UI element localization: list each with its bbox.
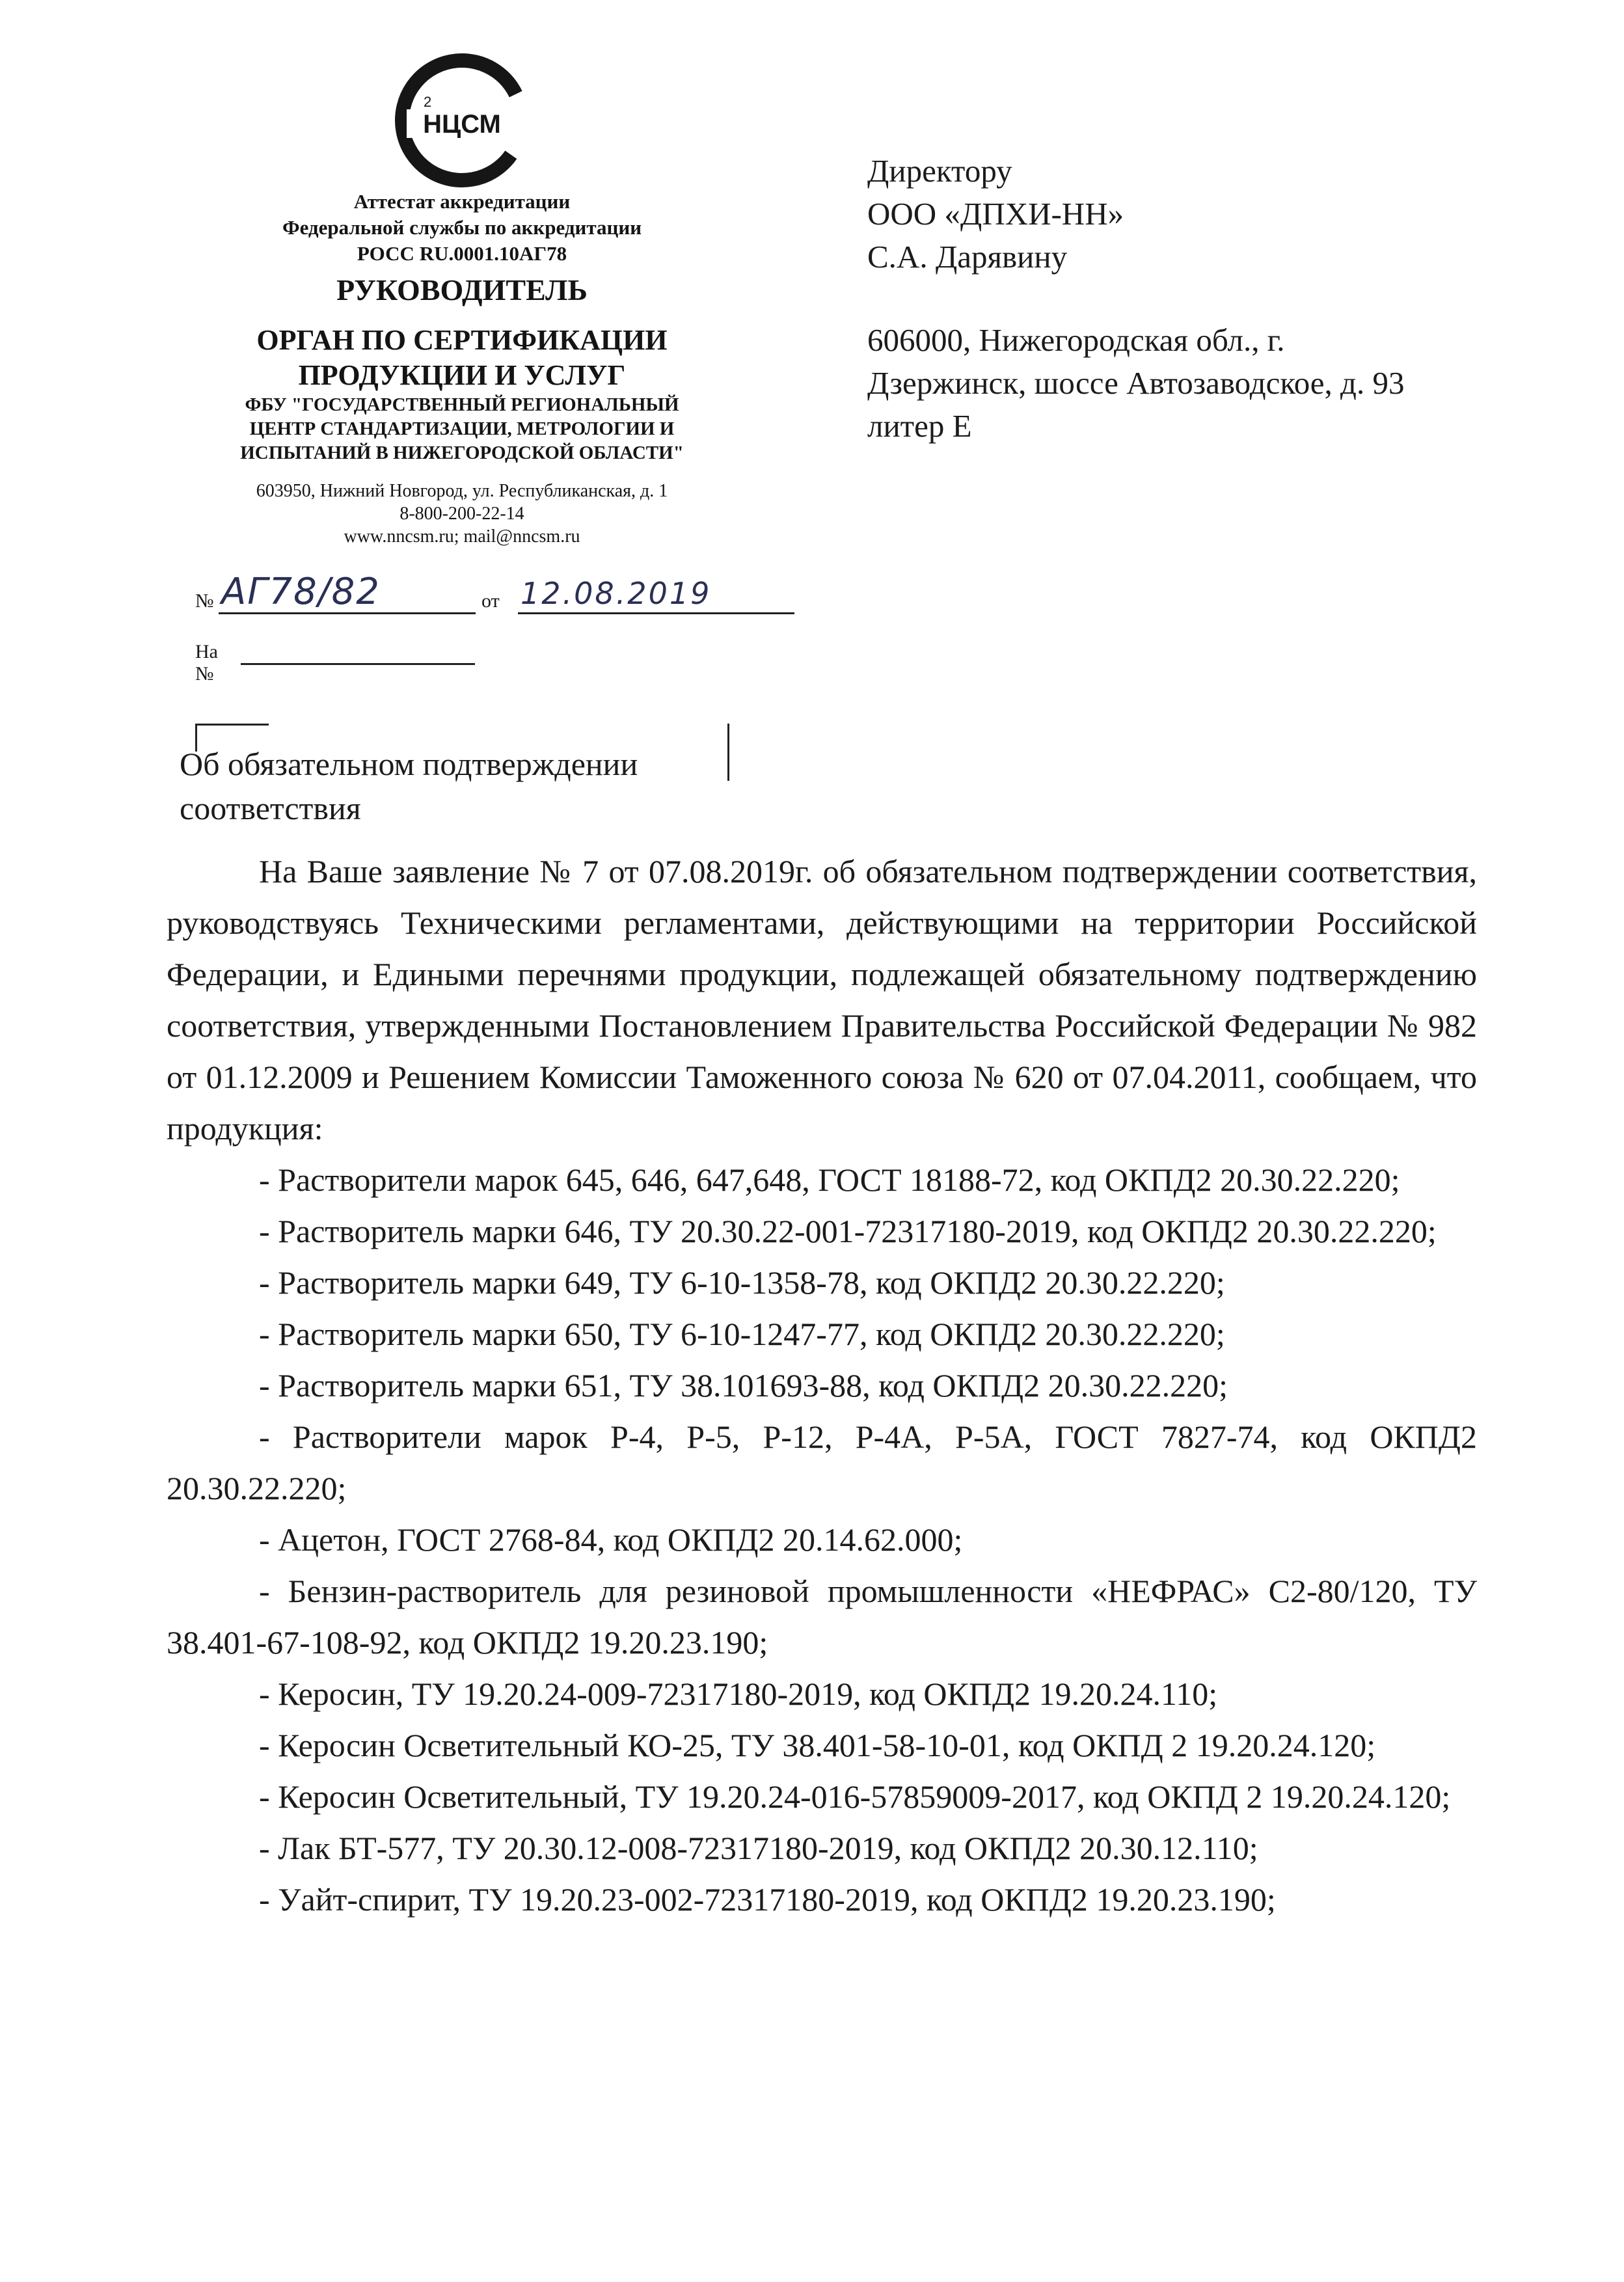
product-item-8: - Бензин-растворитель для резиновой промышленности «НЕФРАС» С2-80/120, ТУ 38.401-67-108-92, код ОКПД2 19.20.23.190; [167, 1573, 1477, 1661]
logo-text: НЦСМ [423, 110, 501, 139]
org-phone: 8-800-200-22-14 [399, 504, 524, 524]
org-name-line-1: ОРГАН ПО СЕРТИФИКАЦИИ [256, 324, 668, 356]
org-parent-line-3: ИСПЫТАНИЙ В НИЖЕГОРОДСКОЙ ОБЛАСТИ" [240, 442, 684, 463]
product-item-12: - Лак БТ-577, ТУ 20.30.12-008-72317180-2019, код ОКПД2 20.30.12.110; [259, 1830, 1258, 1866]
addressee-address-line-1: 606000, Нижегородская обл., г. [867, 322, 1285, 358]
date-underline [518, 612, 794, 614]
product-item-7: - Ацетон, ГОСТ 2768-84, код ОКПД2 20.14.62.000; [259, 1521, 963, 1558]
product-item-10: - Керосин Осветительный КО-25, ТУ 38.401-58-10-01, код ОКПД 2 19.20.24.120; [259, 1727, 1376, 1763]
handwritten-number: АГ78/82 [221, 571, 381, 613]
org-address-line-1: 603950, Нижний Новгород, ул. Республиканская, д. 1 [256, 481, 668, 501]
product-item-11: - Керосин Осветительный, ТУ 19.20.24-016-57859009-2017, код ОКПД 2 19.20.24.120; [259, 1778, 1451, 1815]
addressee-block [867, 150, 1453, 448]
subject-block [180, 742, 739, 830]
org-parent-line-1: ФБУ "ГОСУДАРСТВЕННЫЙ РЕГИОНАЛЬНЫЙ [245, 394, 679, 415]
product-item-3: - Растворитель марки 649, ТУ 6-10-1358-78, код ОКПД2 20.30.22.220; [259, 1264, 1225, 1301]
product-item-13: - Уайт-спирит, ТУ 19.20.23-002-72317180-2019, код ОКПД2 19.20.23.190; [259, 1881, 1276, 1918]
letterhead [208, 52, 716, 548]
product-item-2: - Растворитель марки 646, ТУ 20.30.22-001-72317180-2019, код ОКПД2 20.30.22.220; [259, 1213, 1437, 1249]
number-label: № [195, 590, 214, 612]
letterhead-title: РУКОВОДИТЕЛЬ [336, 273, 588, 306]
accreditation-line-1: Аттестат аккредитации [353, 190, 571, 213]
addressee-position: Директору [867, 153, 1012, 189]
product-item-1: - Растворители марок 645, 646, 647,648, ГОСТ 18188-72, код ОКПД2 20.30.22.220; [259, 1161, 1400, 1198]
date-label: от [481, 590, 500, 612]
nncsm-logo-icon [394, 52, 530, 189]
subject-line-2: соответствия [180, 790, 361, 826]
accreditation-line-2: Федеральной службы по аккредитации [282, 216, 642, 239]
subject-line-1: Об обязательном подтверждении [180, 746, 638, 782]
addressee-address-line-2: Дзержинск, шоссе Автозаводское, д. 93 [867, 365, 1405, 401]
org-parent-line-2: ЦЕНТР СТАНДАРТИЗАЦИИ, МЕТРОЛОГИИ И [249, 418, 675, 439]
addressee-company: ООО «ДПХИ-НН» [867, 196, 1124, 232]
reply-to-label: На № [195, 641, 218, 685]
intro-paragraph: На Ваше заявление № 7 от 07.08.2019г. об обязательном подтверждении соответствия, руководствуясь Техническими регламентами, действующими на территории Российской Федерации, и Едиными перечнями продукции, подлежащей обязательному подтверждению соответствия, утвержденными Постановлением Правительства Российской Федерации № 982 от 01.12.2009 и Решением Комиссии Таможенного союза № 620 от 07.04.2011, сообщаем, что продукция: [167, 853, 1477, 1147]
addressee-name: С.А. Дарявину [867, 239, 1068, 275]
org-web-mail: www.nncsm.ru; mail@nncsm.ru [344, 526, 580, 547]
reply-underline [241, 663, 475, 665]
handwritten-date: 12.08.2019 [521, 576, 712, 611]
addressee-address-line-3: литер Е [867, 408, 972, 444]
accreditation-line-3: РОСС RU.0001.10АГ78 [357, 242, 567, 265]
product-item-4: - Растворитель марки 650, ТУ 6-10-1247-77, код ОКПД2 20.30.22.220; [259, 1316, 1225, 1352]
product-item-9: - Керосин, ТУ 19.20.24-009-72317180-2019, код ОКПД2 19.20.24.110; [259, 1676, 1218, 1712]
product-item-5: - Растворитель марки 651, ТУ 38.101693-88, код ОКПД2 20.30.22.220; [259, 1367, 1228, 1404]
org-name-line-2: ПРОДУКЦИИ И УСЛУГ [298, 359, 626, 391]
letter-body [167, 846, 1477, 1925]
svg-text:2: 2 [424, 94, 432, 110]
number-underline [219, 612, 476, 614]
product-item-6: - Растворители марок Р-4, Р-5, Р-12, Р-4А, Р-5А, ГОСТ 7827-74, код ОКПД2 20.30.22.220; [167, 1419, 1477, 1506]
